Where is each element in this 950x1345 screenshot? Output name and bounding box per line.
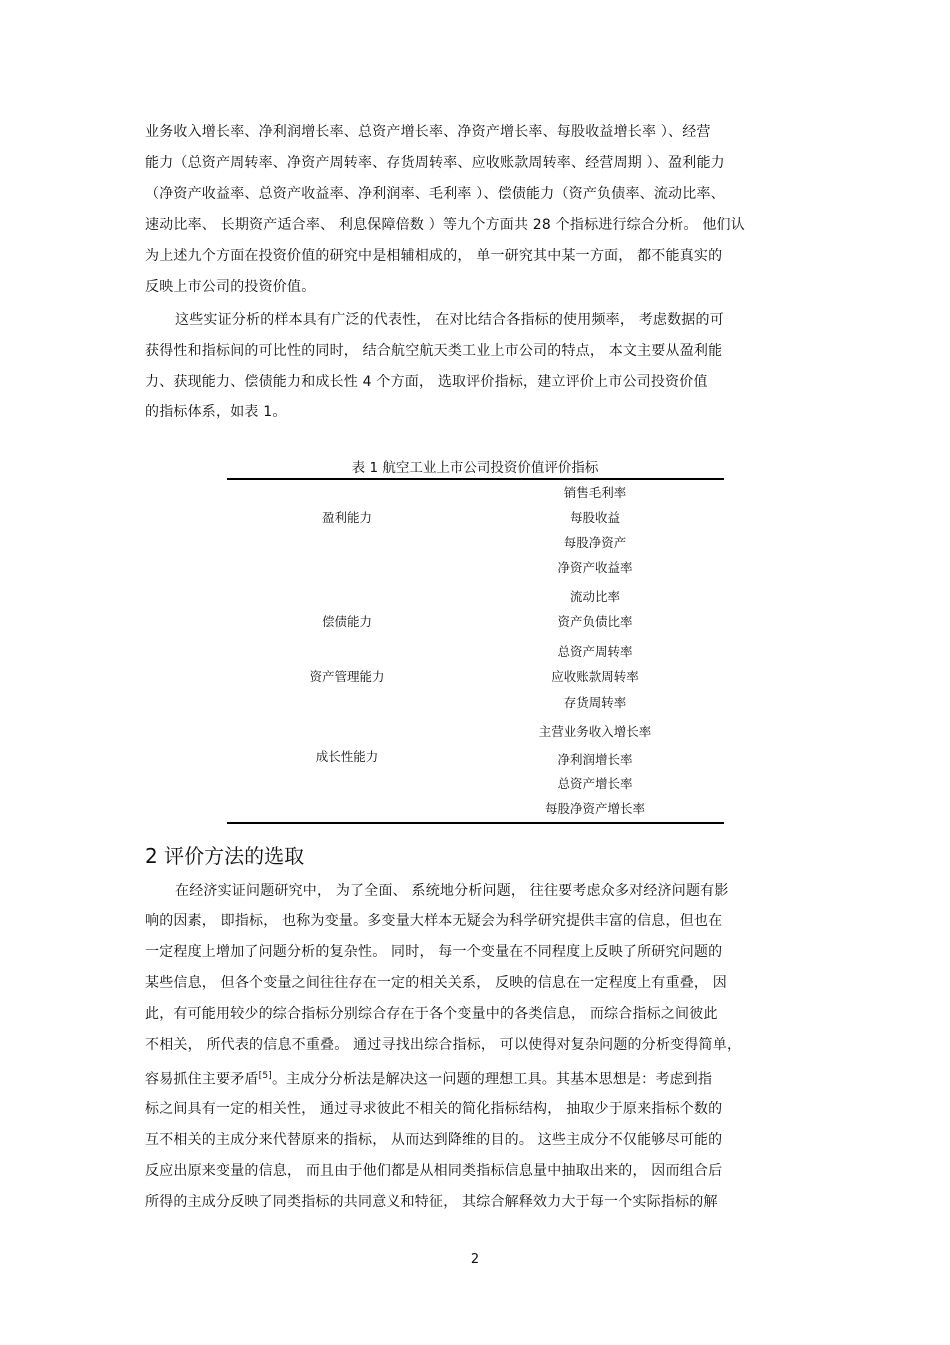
- table-indicator: 每股净资产增长率: [544, 801, 645, 816]
- body-text-line: 的指标体系，如表 1。: [145, 404, 287, 420]
- body-text-line: 不相关， 所代表的信息不重叠。 通过寻找出综合指标， 可以使得对复杂问题的分析变得简单，: [145, 1037, 742, 1053]
- table-bottom-rule: [227, 822, 724, 824]
- body-text-line: 某些信息， 但各个变量之间往往存在一定的相关关系， 反映的信息在一定程度上有重叠， 因: [145, 975, 727, 991]
- citation-ref[interactable]: [5]: [258, 1071, 272, 1081]
- body-text-line: 这些实证分析的样本具有广泛的代表性， 在对比结合各指标的使用频率， 考虑数据的可: [175, 312, 724, 328]
- section-heading: 2 评价方法的选取: [145, 844, 305, 868]
- body-text-line: 此，有可能用较少的综合指标分别综合存在于各个变量中的各类信息， 而综合指标之间彼此: [145, 1006, 718, 1022]
- body-text-line: 一定程度上增加了问题分析的复杂性。 同时， 每一个变量在不同程度上反映了所研究问题的: [145, 944, 723, 960]
- body-text-line: 能力（总资产周转率、净资产周转率、存货周转率、应收账款周转率、经营周期 ）、盈利能力: [145, 155, 725, 171]
- body-text-line: 反应出原来变量的信息， 而且由于他们都是从相同类指标信息量中抽取出来的， 因而组合后: [145, 1163, 723, 1179]
- table-category: 成长性能力: [315, 749, 379, 764]
- table-caption: 表 1 航空工业上市公司投资价值评价指标: [351, 460, 599, 476]
- body-text-line: 标之间具有一定的相关性， 通过寻求彼此不相关的简化指标结构， 抽取少于原来指标个数的: [145, 1101, 723, 1117]
- body-text-line: 响的因素， 即指标， 也称为变量。多变量大样本无疑会为科学研究提供丰富的信息，但也在: [145, 913, 723, 929]
- table-indicator: 应收账款周转率: [551, 669, 639, 684]
- body-text-line: 业务收入增长率、净利润增长率、总资产增长率、净资产增长率、每股收益增长率 ）、经营: [145, 124, 711, 140]
- body-text-line: [145, 1066, 815, 1090]
- body-text-line: 力、获现能力、偿债能力和成长性 4 个方面， 选取评价指标，建立评价上市公司投资价值: [145, 374, 708, 390]
- body-text-line: 获得性和指标间的可比性的同时， 结合航空航天类工业上市公司的特点， 本文主要从盈利能: [145, 343, 723, 359]
- table-indicator: 主营业务收入增长率: [538, 724, 652, 739]
- table-indicator: 流动比率: [569, 589, 620, 604]
- table-indicator: 资产负债比率: [557, 614, 633, 629]
- body-text-line: 在经济实证问题研究中， 为了全面、 系统地分析问题， 往往要考虑众多对经济问题有影: [175, 883, 729, 899]
- body-text-segment: 容易抓住主要矛盾: [145, 1071, 259, 1088]
- table-category: 偿债能力: [321, 614, 372, 629]
- body-text-line: 速动比率、 长期资产适合率、 利息保障倍数 ）等九个方面共 28 个指标进行综合分析。 他们认: [145, 217, 745, 233]
- table-category: 盈利能力: [321, 510, 372, 525]
- body-text-segment: 。主成分分析法是解决这一问题的理想工具。其基本思想是：考虑到指: [271, 1071, 713, 1088]
- table-indicator: 净利润增长率: [557, 752, 633, 767]
- table-indicator: 总资产周转率: [557, 644, 633, 659]
- table-indicator: 每股净资产: [563, 535, 627, 550]
- body-text-line: 所得的主成分反映了同类指标的共同意义和特征， 其综合解释效力大于每一个实际指标的解: [145, 1194, 718, 1210]
- table-indicator: 存货周转率: [563, 695, 627, 710]
- page-number: 2: [470, 1252, 480, 1267]
- body-text-line: 为上述九个方面在投资价值的研究中是相辅相成的， 单一研究其中某一方面， 都不能真实的: [145, 248, 723, 264]
- body-text-line: 反映上市公司的投资价值。: [145, 279, 316, 295]
- body-text-line: 互不相关的主成分来代替原来的指标， 从而达到降维的目的。 这些主成分不仅能够尽可能的: [145, 1132, 723, 1148]
- table-indicator: 每股收益: [569, 510, 620, 525]
- table-indicator: 总资产增长率: [557, 776, 633, 791]
- table-indicator: 销售毛利率: [563, 485, 627, 500]
- table-indicator: 净资产收益率: [557, 560, 633, 575]
- table-top-rule: [227, 478, 724, 480]
- body-text-line: （净资产收益率、总资产收益率、净利润率、毛利率 ）、偿债能力（资产负债率、流动比率、: [145, 186, 725, 202]
- table-category: 资产管理能力: [309, 669, 385, 684]
